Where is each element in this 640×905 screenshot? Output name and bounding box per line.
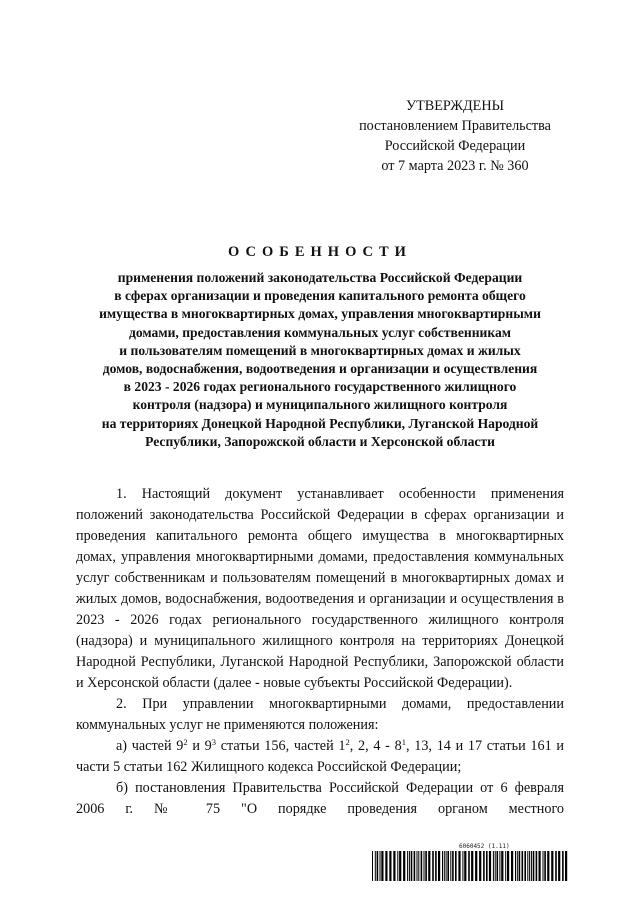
barcode-bar [519,851,521,881]
superscript: 2 [345,737,350,747]
barcode-bar [452,851,454,881]
barcode-bar [432,851,434,881]
text-run: , 2, 4 - 8 [349,738,402,754]
barcode-bar [489,851,491,881]
barcode-bar [446,851,447,881]
barcode-bar [529,851,530,881]
barcode-bar [399,851,401,881]
barcode-bar [438,851,440,881]
approval-block [330,96,580,176]
paragraph-2: 2. При управлении многоквартирными домами, предоставлении коммунальных услуг не применяются положения: [76,696,564,733]
document-title: ОСОБЕННОСТИ [228,244,412,260]
superscript: 1 [401,737,406,747]
text-run: и 9 [187,738,212,754]
barcode-bar [397,851,398,881]
barcode-bar [501,851,503,881]
subtitle-line: в 2023 - 2026 годах регионального государственного жилищного [123,379,517,395]
approval-line-2: постановлением Правительства [359,118,551,134]
barcode-bar [372,851,373,881]
barcode-bar [497,851,499,881]
barcode-bar [486,851,488,881]
barcode-bar [462,851,463,881]
barcode-bar [450,851,451,881]
barcode-bar [533,851,535,881]
barcode-bar [499,851,500,881]
text-run: статьи 156, частей 1 [216,738,346,754]
subtitle-line: имущества в многоквартирных домах, управления многоквартирными [99,306,541,322]
paragraph-2a [76,736,564,778]
barcode-bar [511,851,513,881]
barcode-bar [479,851,481,881]
barcode-bar [515,851,516,881]
barcode-bar [468,851,470,881]
barcode-bar [562,851,564,881]
superscript: 3 [211,737,216,747]
barcode-bar [375,851,376,881]
barcode-bar [493,851,494,881]
barcode-bar [444,851,445,881]
approval-date: от 7 марта 2023 г. № 360 [381,158,529,174]
subtitle-line: Республики, Запорожской области и Херсонской области [145,433,495,449]
barcode-bar [428,851,430,881]
text-run: а) частей 9 [116,738,184,754]
barcode-image [372,851,568,881]
barcode-bar [524,851,526,881]
barcode-bar [414,851,416,881]
barcode-bar [389,851,391,881]
subtitle-line: контроля (надзора) и муниципального жилищного контроля [132,397,508,413]
barcode-bar [495,851,496,881]
approval-line-3: Российской Федерации [384,138,526,154]
subtitle-line: домами, предоставления коммунальных услуг собственникам [128,324,512,340]
barcode-bar [435,851,437,881]
barcode-bar [544,851,546,881]
barcode-bar [517,851,518,881]
barcode-bar [377,851,379,881]
paragraph-2b: б) постановления Правительства Российской Федерации от 6 февраля 2006 г. № 75 "О порядке проведения органом местного [76,780,564,817]
barcode-bar [381,851,383,881]
subtitle-line: в сферах организации и проведения капитального ремонта общего [114,288,526,304]
barcode-bar [551,851,553,881]
barcode-bar [380,851,381,881]
barcode-bar [455,851,457,881]
barcode-bar [425,851,427,881]
barcode-bar [442,851,443,881]
barcode-bar [558,851,560,881]
barcode-bar [527,851,528,881]
barcode-bar [536,851,538,881]
barcode-bar [483,851,485,881]
barcode-bar [471,851,473,881]
barcode-bar [505,851,506,881]
subtitle-line: на территориях Донецкой Народной Республики, Луганской Народной [101,415,539,431]
barcode-bar [407,851,408,881]
barcode-label: 6060452 (1.11) [459,843,510,850]
superscript: 2 [183,737,188,747]
subtitle-line: домов, водоснабжения, водоотведения и организации и осуществления [102,361,538,377]
document-subtitle [70,269,570,451]
barcode-bar [424,851,425,881]
barcode-bar [458,851,460,881]
barcode-bar [418,851,419,881]
barcode-bar [539,851,541,881]
barcode-bar [547,851,549,881]
approval-heading: УТВЕРЖДЕНЫ [406,98,504,114]
barcode-bar [507,851,509,881]
barcode-bar [565,851,567,881]
text-run: , 13, 14 и 17 статьи 161 и части 5 статьи 162 Жилищного кодекса Российской Федерации; [76,738,564,775]
barcode-bar [421,851,423,881]
document-body [76,484,564,820]
barcode-bar [543,851,544,881]
barcode-bar [409,851,410,881]
subtitle-line: и пользователям помещений в многоквартирных домах и жилых [119,342,521,358]
barcode-bar [447,851,449,881]
barcode-bar [531,851,532,881]
paragraph-1: 1. Настоящий документ устанавливает особенности применения положений законодательства Российской Федерации в сферах организации и проведения капитального ремонта общего имущества в многоквартирных домах, управления многоквартирными домами, предоставления коммунальных услуг собственникам и пользователям помещений в многоквартирных домах и жилых домов, водоснабжения, водоотведения и организации и осуществления в 2023 - 2026 годах регионального государственного жилищного контроля (надзора) и муниципального жилищного контроля на территориях Донецкой Народной Республики, Луганской Народной Республики, Запорожской области и Херсонской области (далее - новые субъекты Российской Федерации). [76,486,564,691]
barcode-bar [403,851,405,881]
barcode-bar [393,851,395,881]
barcode-bar [555,851,557,881]
barcode-bar [522,851,524,881]
barcode-bar [411,851,413,881]
barcode-bar [475,851,477,881]
subtitle-line: применения положений законодательства Российской Федерации [117,270,523,285]
barcode-bar [417,851,418,881]
barcode-bar [464,851,466,881]
barcode-bar [385,851,387,881]
